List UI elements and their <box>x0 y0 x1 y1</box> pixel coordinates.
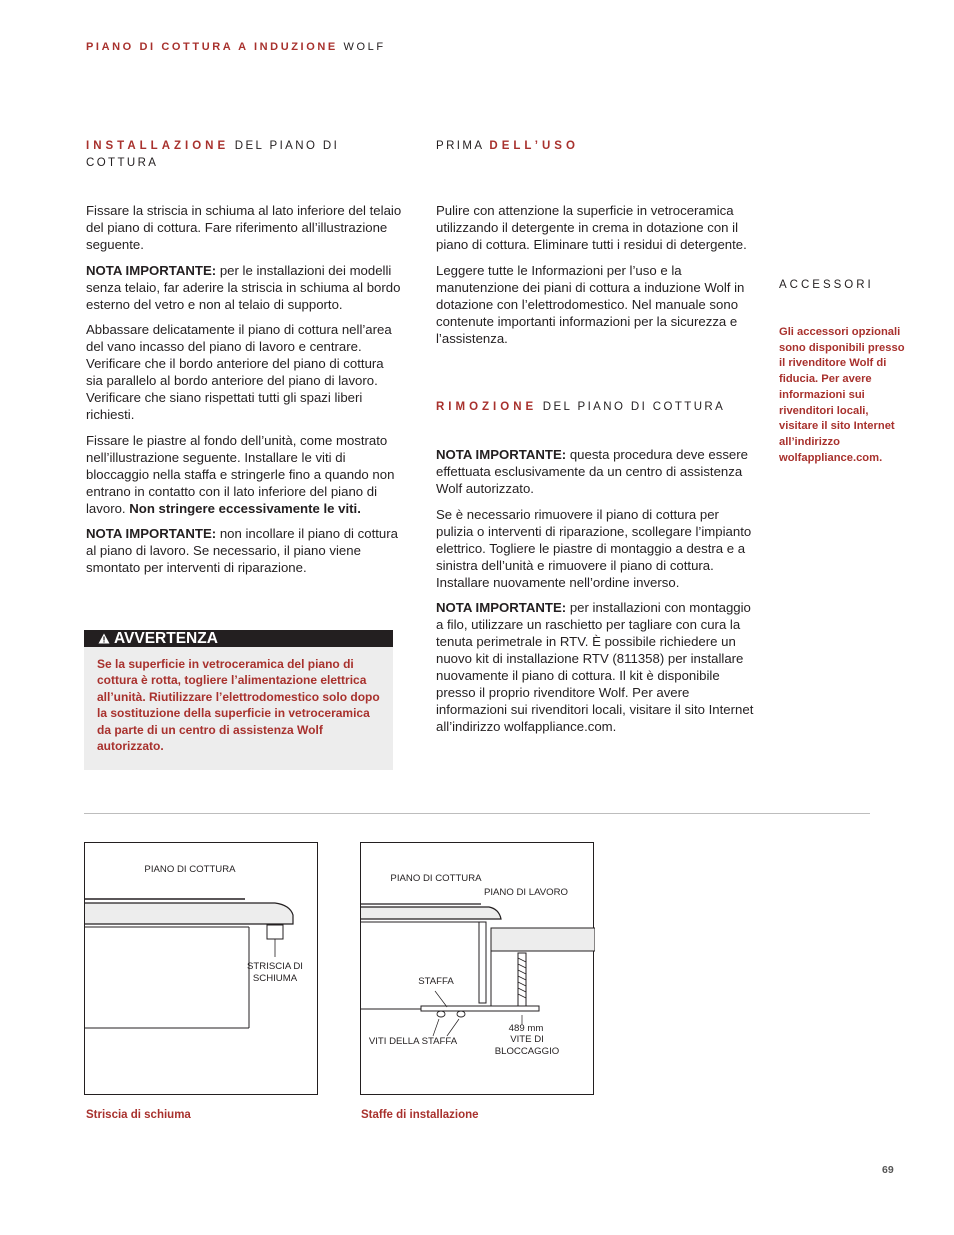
header-section: PIANO DI COTTURA A INDUZIONE <box>86 41 338 53</box>
install-p4 <box>86 432 402 517</box>
running-header <box>86 41 386 53</box>
removal-heading-rest: DEL PIANO DI COTTURA <box>542 401 726 413</box>
before-heading-bold: DELL’USO <box>489 140 579 152</box>
page-number: 69 <box>882 1164 894 1176</box>
note-label: NOTA IMPORTANTE: <box>86 526 217 541</box>
warning-triangle-icon <box>98 633 110 644</box>
removal-p2: Se è necessario rimuovere il piano di cottura per pulizia o interventi di riparazione, scollegare l’impianto elettrico. Togliere le piastre di montaggio a destra e a sinistra dell’unità e rimuovere il piano di cottura. Installare nuovamente nell’ordine inverso. <box>436 506 752 590</box>
fig2-label-cooktop: PIANO DI COTTURA <box>390 873 482 884</box>
removal-p3 <box>436 599 754 735</box>
accessories-heading: ACCESSORI <box>779 279 874 291</box>
fig1-caption: Striscia di schiuma <box>86 1109 191 1121</box>
before-use-heading <box>436 138 756 155</box>
fig1-label-foam-strip: STRISCIA DI SCHIUMA <box>247 961 303 985</box>
section-divider <box>84 813 870 814</box>
install-heading <box>86 138 386 172</box>
note-label: NOTA IMPORTANTE: <box>436 447 567 462</box>
warning-header <box>84 630 393 647</box>
install-p2-text: per le installazioni dei modelli senza telaio, far aderire la striscia in schiuma al bordo esterno del vetro e non al telaio di supporto. <box>86 262 401 312</box>
install-p4-bold: Non stringere eccessivamente le viti <box>129 500 358 516</box>
removal-p3-text: per installazioni con montaggio a filo, utilizzare un raschietto per tagliare con cura la tenuta perimetrale in RTV. È possibile richiedere un nuovo kit di installazione RTV (811358) per installare nuovamente il piano di cottura. Il kit è disponibile presso il proprio rivenditore Wolf. Per avere informazioni sui rivenditori locali, visitare il sito Internet all’indirizzo wolfappliance.com. <box>436 600 754 734</box>
before-use-body <box>436 202 754 355</box>
removal-p1-text: questa procedura deve essere effettuata esclusivamente da un centro di assistenza Wolf autorizzato. <box>436 447 748 496</box>
fig2-label-measure: 489 mm <box>508 1023 544 1034</box>
removal-heading-bold: RIMOZIONE <box>436 401 538 413</box>
install-p1: Fissare la striscia in schiuma al lato inferiore del telaio del piano di cottura. Fare riferimento all’illustrazione seguente. <box>86 203 402 252</box>
figure-brackets <box>360 842 594 1095</box>
install-p4-end: . <box>357 500 361 516</box>
warning-title: AVVERTENZA <box>114 630 218 647</box>
install-heading-rest: DEL PIANO DI COTTURA <box>86 140 340 169</box>
removal-heading <box>436 399 766 416</box>
fig2-caption: Staffe di installazione <box>361 1109 479 1121</box>
note-label: NOTA IMPORTANTE: <box>86 262 217 278</box>
fig2-label-bracket: STAFFA <box>418 976 454 987</box>
install-p2 <box>86 262 402 313</box>
header-brand: WOLF <box>343 41 386 53</box>
before-p2: Leggere tutte le Informazioni per l’uso e la manutenzione dei piani di cottura a induzione Wolf in dotazione con l’elettrodomestico. Nel manuale sono contenute importanti informazioni per la sicurezza e l’assistenza. <box>436 262 745 346</box>
fig1-label-cooktop: PIANO DI COTTURA <box>144 864 236 875</box>
install-heading-bold: INSTALLAZIONE <box>86 140 230 152</box>
install-p5-text: non incollare il piano di cottura al piano di lavoro. Se necessario, il piano viene smontato per interventi di riparazione. <box>86 526 398 575</box>
before-heading-rest: PRIMA <box>436 140 484 152</box>
warning-box: Se la superficie in vetroceramica del piano di cottura è rotta, togliere l’alimentazione elettrica all’unità. Riutilizzare l’elettrodomestico solo dopo la sostituzione della superficie in vetroceramica da parte di un centro di assistenza Wolf autorizzato. <box>84 647 393 770</box>
install-p5 <box>86 525 402 576</box>
install-p3: Abbassare delicatamente il piano di cottura nell’area del vano incasso del piano di lavoro e centrare. Verificare che il bordo anteriore del piano di cottura sia parallelo al bordo anteriore del piano di lavoro. Verificare che siano rispettati tutti gli spazi liberi richiesti. <box>86 322 392 422</box>
install-p4-text: Fissare le piastre al fondo dell’unità, come mostrato nell’illustrazione seguente. Installare le viti di bloccaggio nella staffa e stringerle fino a quando non entrano in contatto con il lato inferiore del piano di lavoro. <box>86 432 395 516</box>
accessories-text: Gli accessori opzionali sono disponibili presso il rivenditore Wolf di fiducia. Per avere informazioni sui rivenditori locali, visitare il sito Internet all’indirizzo wolfappliance.com. <box>779 326 905 464</box>
removal-body <box>436 446 754 744</box>
fig2-label-countertop: PIANO DI LAVORO <box>483 887 569 898</box>
removal-p1 <box>436 446 754 497</box>
fig2-label-lock-screw: VITE DI BLOCCAGGIO <box>494 1034 560 1058</box>
note-label: NOTA IMPORTANTE: <box>436 600 567 615</box>
figure-foam-strip <box>84 842 318 1095</box>
install-body <box>86 202 402 585</box>
before-p1: Pulire con attenzione la superficie in vetroceramica utilizzando il detergente in crema in dotazione con il piano di cottura. Eliminare tutti i residui di detergente. <box>436 203 747 252</box>
fig2-label-bracket-screws: VITI DELLA STAFFA <box>368 1036 458 1047</box>
